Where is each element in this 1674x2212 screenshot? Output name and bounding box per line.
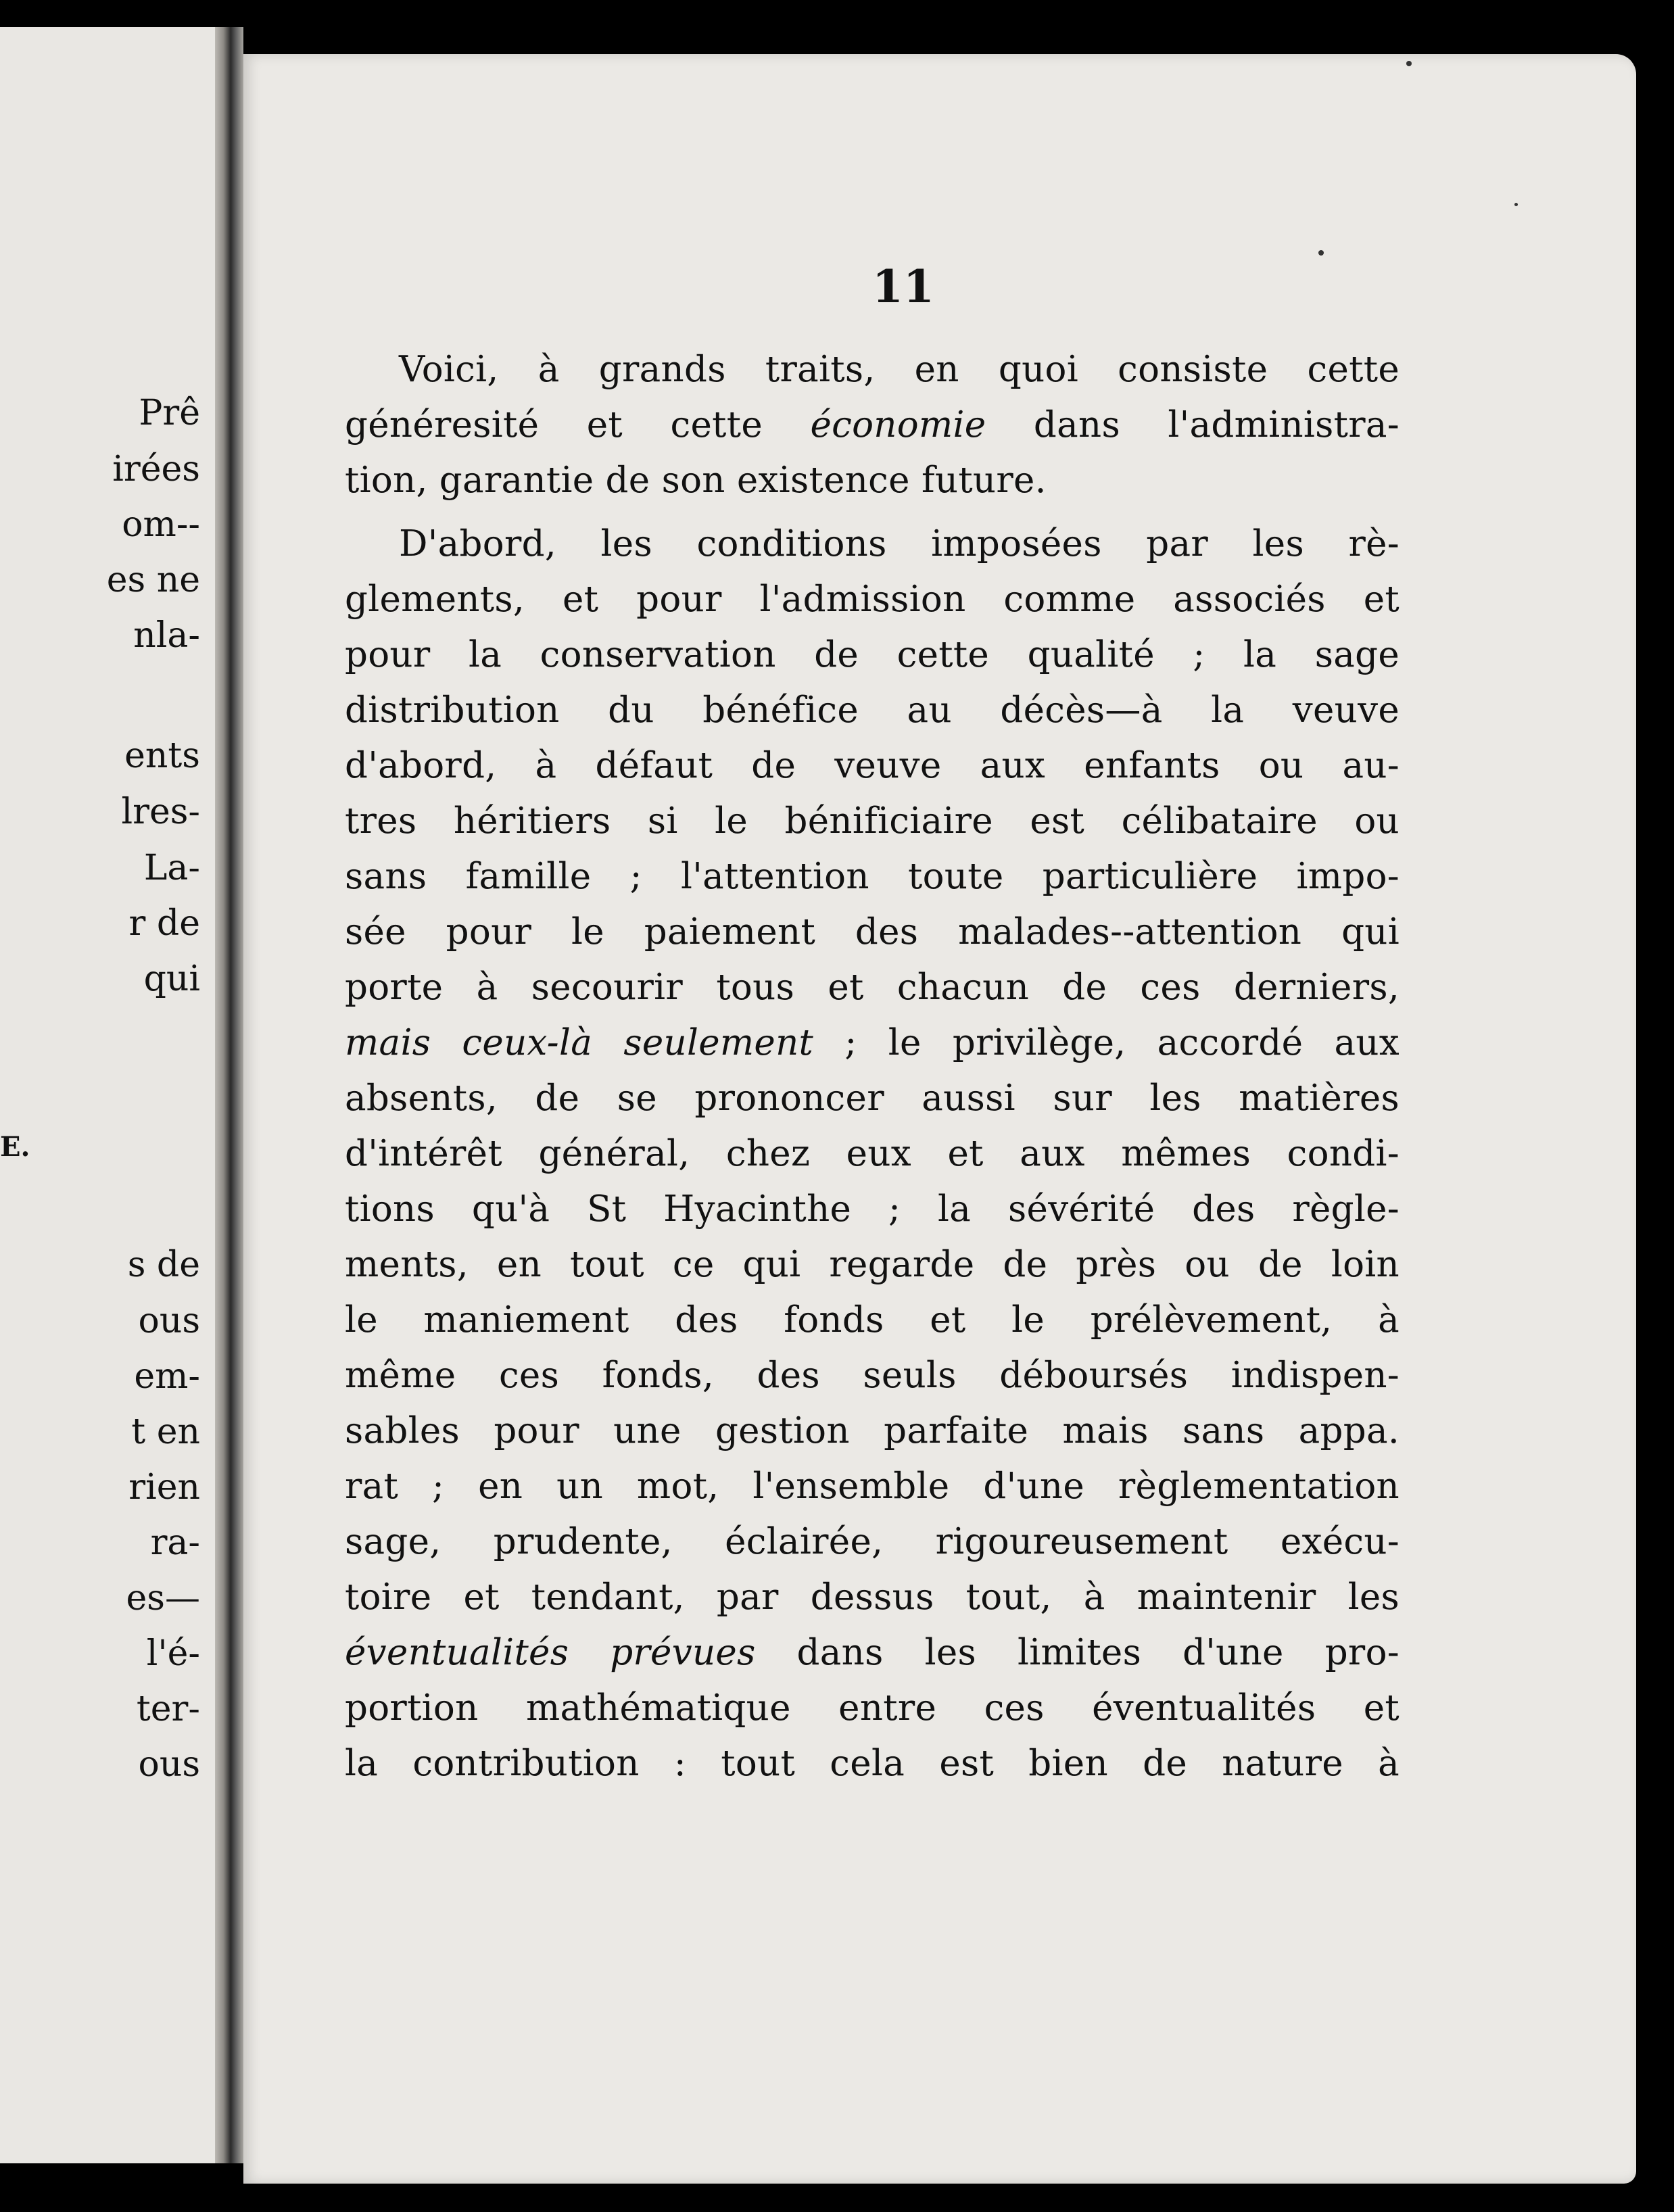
emphasis: éventualités prévues [345,1632,756,1673]
text-line: mais ceux-là seulement ; le privilège, accordé aux [345,1022,1400,1063]
text-line: rat ; en un mot, l'ensemble d'une règlementation [345,1466,1400,1507]
left-fragment-line: nla- [133,615,200,656]
left-fragment-line: La- [143,848,200,888]
left-fragment-line: rien [128,1467,200,1508]
left-page-fragment [0,27,215,2163]
text-line: tions qu'à St Hyacinthe ; la sévérité des règle- [345,1188,1400,1230]
left-fragment-line: l'é- [146,1633,200,1674]
text-line: éventualités prévues dans les limites d'une pro- [345,1632,1400,1673]
left-fragment-line: es— [126,1578,200,1618]
text-line: même ces fonds, des seuls déboursés indispen- [345,1355,1400,1396]
left-fragment-line: em- [134,1356,200,1397]
scan-speck [1514,203,1518,206]
text-line: d'abord, à défaut de veuve aux enfants ou au- [345,745,1400,786]
left-fragment-line: es ne [106,560,200,600]
text-line: ments, en tout ce qui regarde de près ou de loin [345,1244,1400,1285]
text-line: sage, prudente, éclairée, rigoureusement exécu- [345,1521,1400,1562]
text-line: toire et tendant, par dessus tout, à maintenir les [345,1577,1400,1618]
emphasis: mais ceux-là seulement [345,1022,814,1063]
left-fragment-line: t en [131,1412,200,1452]
left-fragment-line: ents [124,736,200,776]
left-fragment-line: om-- [122,504,200,545]
left-fragment-line: s de [127,1245,200,1285]
book-gutter [215,27,243,2163]
scan-speck [1406,61,1412,66]
text-line: d'intérêt général, chez eux et aux mêmes condi- [345,1133,1400,1174]
text-line: la contribution : tout cela est bien de nature à [345,1743,1400,1784]
text-line: D'abord, les conditions imposées par les rè- [399,523,1400,564]
text-line: pour la conservation de cette qualité ; la sage [345,634,1400,675]
text-line: tion, garantie de son existence future. [345,460,1047,501]
scan-speck [1318,250,1324,256]
left-fragment-line: ous [138,1744,200,1785]
left-fragment-line: qui [143,959,200,999]
text-line: sée pour le paiement des malades--attention qui [345,911,1400,953]
text-line: tres héritiers si le bénificiaire est célibataire ou [345,800,1400,842]
left-fragment-line: ra- [150,1522,200,1563]
left-fragment-line: r de [128,903,200,944]
left-fragment-line: irées [112,449,200,489]
text-line: le maniement des fonds et le prélèvement, à [345,1299,1400,1341]
text-line: sables pour une gestion parfaite mais sans appa. [345,1410,1400,1451]
left-fragment-line: lres- [121,792,200,832]
text-line: porte à secourir tous et chacun de ces derniers, [345,967,1400,1008]
left-fragment-line: ous [138,1301,200,1341]
left-fragment-line: ter- [136,1689,200,1729]
emphasis: économie [810,404,986,446]
text-line: généresité et cette économie dans l'administra- [345,404,1400,446]
text-line: Voici, à grands traits, en quoi consiste cette [399,349,1400,390]
text-line: glements, et pour l'admission comme associés et [345,579,1400,620]
text-line: sans famille ; l'attention toute particulière impo- [345,856,1400,897]
page-number: 11 [872,260,934,313]
text-line: absents, de se prononcer aussi sur les matières [345,1078,1400,1119]
left-fragment-line: Prê [139,393,200,433]
left-fragment-line: E. [0,1131,30,1163]
text-line: distribution du bénéfice au décès—à la veuve [345,690,1400,731]
text-line: portion mathématique entre ces éventualités et [345,1687,1400,1729]
